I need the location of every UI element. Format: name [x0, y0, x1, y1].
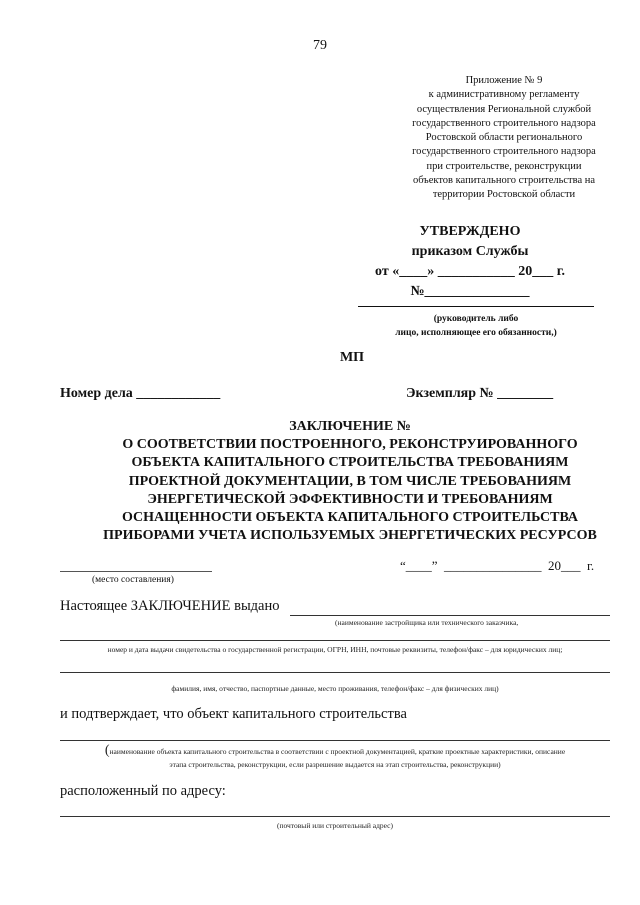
approval-number-field: №_______________ — [410, 284, 530, 299]
appendix-line: Приложение № 9 — [465, 75, 543, 86]
appendix-block — [384, 74, 624, 203]
appendix-line: государственного строительного надзора — [412, 146, 596, 158]
signatory-caption-line: (руководитель либо — [433, 314, 519, 324]
appendix-line: государственного строительного надзора — [412, 117, 596, 129]
approval-date-field: от «____» ___________ 20___ г. — [375, 264, 565, 279]
conclusion-title-line: ОБЪЕКТА КАПИТАЛЬНОГО СТРОИТЕЛЬСТВА ТРЕБОВАНИЯМ — [131, 455, 569, 471]
individual-caption: фамилия, имя, отчество, паспортные данные, место проживания, телефон/факс – для физических лиц) — [171, 684, 499, 693]
object-caption-paren: ( — [104, 743, 110, 758]
conclusion-title — [40, 418, 640, 545]
located-text: расположенный по адресу: — [60, 783, 226, 799]
address-line — [60, 816, 610, 817]
signatory-caption-line: лицо, исполняющее его обязанности,) — [395, 327, 557, 338]
appendix-line: территории Ростовской области — [432, 189, 576, 201]
object-caption-line1: наименование объекта капитального строительства в соответствии с проектной документацией, краткие проектные характеристики, описание — [109, 747, 566, 756]
case-number-field: Номер дела ____________ — [60, 386, 221, 401]
stamp-place-label: МП — [339, 350, 365, 365]
place-field-line — [60, 571, 212, 572]
address-caption: (почтовый или строительный адрес) — [276, 821, 394, 830]
developer-caption: (наименование застройщика или технического заказчика, — [335, 618, 519, 627]
appendix-line: осуществления Региональной службой — [416, 103, 592, 115]
conclusion-title-line: ЭНЕРГЕТИЧЕСКОЙ ЭФФЕКТИВНОСТИ И ТРЕБОВАНИЯМ — [147, 491, 553, 507]
place-caption: (место составления) — [92, 575, 174, 585]
appendix-line: к административному регламенту — [428, 89, 580, 101]
approval-block — [340, 222, 600, 302]
signatory-caption — [348, 313, 604, 340]
issued-to-line — [290, 615, 610, 616]
approved-by-order: приказом Службы — [411, 244, 529, 259]
appendix-line: Ростовской области регионального — [425, 132, 583, 144]
appendix-line: при строительстве, реконструкции — [426, 160, 582, 172]
document-date-field: “____” _______________ 20___ г. — [400, 558, 595, 573]
conclusion-title-line: ПРОЕКТНОЙ ДОКУМЕНТАЦИИ, В ТОМ ЧИСЛЕ ТРЕБОВАНИЯМ — [128, 473, 572, 489]
issued-to-label: Настоящее ЗАКЛЮЧЕНИЕ выдано — [60, 598, 280, 614]
legal-details-line — [60, 640, 610, 641]
copy-number-field: Экземпляр № ________ — [406, 386, 554, 401]
object-name-line — [60, 740, 610, 741]
object-caption-second-line: этапа строительства, реконструкции, если разрешение выдается на этап строительства, реконструкции) — [169, 760, 501, 769]
conclusion-title-line: О СООТВЕТСТВИИ ПОСТРОЕННОГО, РЕКОНСТРУИРОВАННОГО — [122, 437, 578, 453]
confirms-text: и подтверждает, что объект капитального строительства — [60, 706, 407, 722]
individual-details-line — [60, 672, 610, 673]
approved-title: УТВЕРЖДЕНО — [419, 224, 521, 239]
conclusion-title-line: ПРИБОРАМИ УЧЕТА ИСПОЛЬЗУЕМЫХ ЭНЕРГЕТИЧЕСКИХ РЕСУРСОВ — [103, 528, 597, 544]
object-caption — [60, 743, 610, 759]
appendix-line: объектов капитального строительства на — [412, 175, 596, 187]
signature-line — [358, 306, 594, 307]
conclusion-title-line: ЗАКЛЮЧЕНИЕ № — [289, 419, 411, 434]
conclusion-title-line: ОСНАЩЕННОСТИ ОБЪЕКТА КАПИТАЛЬНОГО СТРОИТЕЛЬСТВА — [121, 510, 579, 526]
legal-caption: номер и дата выдачи свидетельства о государственной регистрации, ОГРН, ИНН, почтовые реквизиты, телефон/факс – для юридических лиц; — [107, 645, 563, 654]
page-number: 79 — [313, 38, 327, 53]
